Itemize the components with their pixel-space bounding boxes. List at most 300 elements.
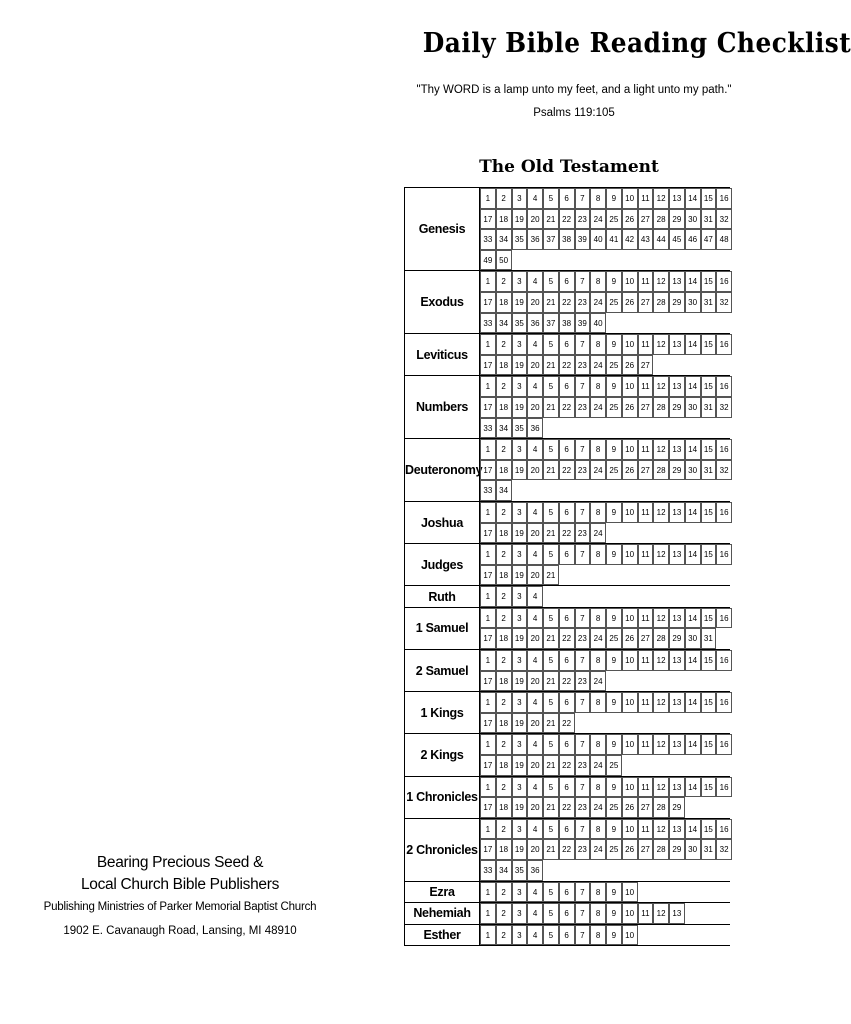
chapter-checkbox[interactable]: 6 xyxy=(559,271,575,292)
chapter-checkbox[interactable]: 8 xyxy=(590,903,606,924)
chapter-checkbox[interactable]: 48 xyxy=(716,229,732,250)
chapter-checkbox[interactable]: 17 xyxy=(480,797,496,818)
chapter-checkbox[interactable]: 3 xyxy=(512,502,528,523)
chapter-checkbox[interactable]: 12 xyxy=(653,334,669,355)
chapter-checkbox[interactable]: 2 xyxy=(496,608,512,629)
chapter-checkbox[interactable]: 26 xyxy=(622,839,638,860)
chapter-checkbox[interactable]: 34 xyxy=(496,229,512,250)
chapter-checkbox[interactable]: 28 xyxy=(653,797,669,818)
chapter-checkbox[interactable]: 8 xyxy=(590,608,606,629)
chapter-checkbox[interactable]: 13 xyxy=(669,608,685,629)
chapter-checkbox[interactable]: 31 xyxy=(701,628,717,649)
chapter-checkbox[interactable]: 35 xyxy=(512,229,528,250)
chapter-checkbox[interactable]: 18 xyxy=(496,797,512,818)
chapter-checkbox[interactable]: 5 xyxy=(543,439,559,460)
chapter-checkbox[interactable]: 19 xyxy=(512,209,528,230)
chapter-checkbox[interactable]: 14 xyxy=(685,439,701,460)
chapter-checkbox[interactable]: 35 xyxy=(512,860,528,881)
chapter-checkbox[interactable]: 41 xyxy=(606,229,622,250)
chapter-checkbox[interactable]: 13 xyxy=(669,819,685,840)
chapter-checkbox[interactable]: 19 xyxy=(512,355,528,376)
chapter-checkbox[interactable]: 4 xyxy=(527,692,543,713)
chapter-checkbox[interactable]: 26 xyxy=(622,397,638,418)
chapter-checkbox[interactable]: 7 xyxy=(575,271,591,292)
chapter-checkbox[interactable]: 10 xyxy=(622,777,638,798)
chapter-checkbox[interactable]: 9 xyxy=(606,925,622,946)
chapter-checkbox[interactable]: 8 xyxy=(590,692,606,713)
chapter-checkbox[interactable]: 4 xyxy=(527,376,543,397)
chapter-checkbox[interactable]: 25 xyxy=(606,797,622,818)
chapter-checkbox[interactable]: 5 xyxy=(543,903,559,924)
chapter-checkbox[interactable]: 18 xyxy=(496,839,512,860)
chapter-checkbox[interactable]: 5 xyxy=(543,925,559,946)
chapter-checkbox[interactable]: 33 xyxy=(480,229,496,250)
chapter-checkbox[interactable]: 10 xyxy=(622,882,638,903)
chapter-checkbox[interactable]: 6 xyxy=(559,650,575,671)
chapter-checkbox[interactable]: 1 xyxy=(480,777,496,798)
chapter-checkbox[interactable]: 24 xyxy=(590,209,606,230)
chapter-checkbox[interactable]: 32 xyxy=(716,209,732,230)
chapter-checkbox[interactable]: 18 xyxy=(496,292,512,313)
chapter-checkbox[interactable]: 34 xyxy=(496,860,512,881)
chapter-checkbox[interactable]: 13 xyxy=(669,271,685,292)
chapter-checkbox[interactable]: 25 xyxy=(606,397,622,418)
chapter-checkbox[interactable]: 15 xyxy=(701,271,717,292)
chapter-checkbox[interactable]: 18 xyxy=(496,565,512,586)
chapter-checkbox[interactable]: 16 xyxy=(716,777,732,798)
chapter-checkbox[interactable]: 37 xyxy=(543,313,559,334)
chapter-checkbox[interactable]: 3 xyxy=(512,334,528,355)
chapter-checkbox[interactable]: 33 xyxy=(480,313,496,334)
chapter-checkbox[interactable]: 21 xyxy=(543,397,559,418)
chapter-checkbox[interactable]: 13 xyxy=(669,439,685,460)
chapter-checkbox[interactable]: 9 xyxy=(606,271,622,292)
chapter-checkbox[interactable]: 20 xyxy=(527,839,543,860)
chapter-checkbox[interactable]: 14 xyxy=(685,376,701,397)
chapter-checkbox[interactable]: 23 xyxy=(575,628,591,649)
chapter-checkbox[interactable]: 20 xyxy=(527,397,543,418)
chapter-checkbox[interactable]: 18 xyxy=(496,713,512,734)
chapter-checkbox[interactable]: 14 xyxy=(685,271,701,292)
chapter-checkbox[interactable]: 17 xyxy=(480,671,496,692)
chapter-checkbox[interactable]: 5 xyxy=(543,502,559,523)
chapter-checkbox[interactable]: 20 xyxy=(527,209,543,230)
chapter-checkbox[interactable]: 39 xyxy=(575,313,591,334)
chapter-checkbox[interactable]: 29 xyxy=(669,797,685,818)
chapter-checkbox[interactable]: 26 xyxy=(622,797,638,818)
chapter-checkbox[interactable]: 14 xyxy=(685,608,701,629)
chapter-checkbox[interactable]: 12 xyxy=(653,734,669,755)
chapter-checkbox[interactable]: 22 xyxy=(559,671,575,692)
chapter-checkbox[interactable]: 23 xyxy=(575,523,591,544)
chapter-checkbox[interactable]: 12 xyxy=(653,544,669,565)
chapter-checkbox[interactable]: 15 xyxy=(701,734,717,755)
chapter-checkbox[interactable]: 5 xyxy=(543,650,559,671)
chapter-checkbox[interactable]: 2 xyxy=(496,777,512,798)
chapter-checkbox[interactable]: 17 xyxy=(480,755,496,776)
chapter-checkbox[interactable]: 25 xyxy=(606,292,622,313)
chapter-checkbox[interactable]: 28 xyxy=(653,460,669,481)
chapter-checkbox[interactable]: 50 xyxy=(496,250,512,271)
chapter-checkbox[interactable]: 24 xyxy=(590,355,606,376)
chapter-checkbox[interactable]: 8 xyxy=(590,502,606,523)
chapter-checkbox[interactable]: 16 xyxy=(716,544,732,565)
chapter-checkbox[interactable]: 24 xyxy=(590,628,606,649)
chapter-checkbox[interactable]: 27 xyxy=(638,209,654,230)
chapter-checkbox[interactable]: 7 xyxy=(575,544,591,565)
chapter-checkbox[interactable]: 1 xyxy=(480,903,496,924)
chapter-checkbox[interactable]: 27 xyxy=(638,397,654,418)
chapter-checkbox[interactable]: 20 xyxy=(527,523,543,544)
chapter-checkbox[interactable]: 15 xyxy=(701,502,717,523)
chapter-checkbox[interactable]: 8 xyxy=(590,376,606,397)
chapter-checkbox[interactable]: 7 xyxy=(575,376,591,397)
chapter-checkbox[interactable]: 7 xyxy=(575,777,591,798)
chapter-checkbox[interactable]: 8 xyxy=(590,188,606,209)
chapter-checkbox[interactable]: 34 xyxy=(496,418,512,439)
chapter-checkbox[interactable]: 6 xyxy=(559,544,575,565)
chapter-checkbox[interactable]: 3 xyxy=(512,271,528,292)
chapter-checkbox[interactable]: 29 xyxy=(669,292,685,313)
chapter-checkbox[interactable]: 21 xyxy=(543,209,559,230)
chapter-checkbox[interactable]: 1 xyxy=(480,439,496,460)
chapter-checkbox[interactable]: 6 xyxy=(559,439,575,460)
chapter-checkbox[interactable]: 23 xyxy=(575,671,591,692)
chapter-checkbox[interactable]: 30 xyxy=(685,397,701,418)
chapter-checkbox[interactable]: 15 xyxy=(701,650,717,671)
chapter-checkbox[interactable]: 22 xyxy=(559,713,575,734)
chapter-checkbox[interactable]: 10 xyxy=(622,334,638,355)
chapter-checkbox[interactable]: 15 xyxy=(701,608,717,629)
chapter-checkbox[interactable]: 12 xyxy=(653,903,669,924)
chapter-checkbox[interactable]: 9 xyxy=(606,734,622,755)
chapter-checkbox[interactable]: 17 xyxy=(480,565,496,586)
chapter-checkbox[interactable]: 13 xyxy=(669,376,685,397)
chapter-checkbox[interactable]: 9 xyxy=(606,692,622,713)
chapter-checkbox[interactable]: 8 xyxy=(590,650,606,671)
chapter-checkbox[interactable]: 2 xyxy=(496,692,512,713)
chapter-checkbox[interactable]: 8 xyxy=(590,734,606,755)
chapter-checkbox[interactable]: 21 xyxy=(543,713,559,734)
chapter-checkbox[interactable]: 2 xyxy=(496,502,512,523)
chapter-checkbox[interactable]: 11 xyxy=(638,334,654,355)
chapter-checkbox[interactable]: 17 xyxy=(480,292,496,313)
chapter-checkbox[interactable]: 3 xyxy=(512,882,528,903)
chapter-checkbox[interactable]: 28 xyxy=(653,292,669,313)
chapter-checkbox[interactable]: 15 xyxy=(701,819,717,840)
chapter-checkbox[interactable]: 1 xyxy=(480,692,496,713)
chapter-checkbox[interactable]: 19 xyxy=(512,397,528,418)
chapter-checkbox[interactable]: 49 xyxy=(480,250,496,271)
chapter-checkbox[interactable]: 29 xyxy=(669,209,685,230)
chapter-checkbox[interactable]: 26 xyxy=(622,628,638,649)
chapter-checkbox[interactable]: 19 xyxy=(512,523,528,544)
chapter-checkbox[interactable]: 4 xyxy=(527,188,543,209)
chapter-checkbox[interactable]: 25 xyxy=(606,628,622,649)
chapter-checkbox[interactable]: 12 xyxy=(653,650,669,671)
chapter-checkbox[interactable]: 46 xyxy=(685,229,701,250)
chapter-checkbox[interactable]: 16 xyxy=(716,334,732,355)
chapter-checkbox[interactable]: 13 xyxy=(669,650,685,671)
chapter-checkbox[interactable]: 4 xyxy=(527,334,543,355)
chapter-checkbox[interactable]: 42 xyxy=(622,229,638,250)
chapter-checkbox[interactable]: 2 xyxy=(496,334,512,355)
chapter-checkbox[interactable]: 3 xyxy=(512,439,528,460)
chapter-checkbox[interactable]: 16 xyxy=(716,188,732,209)
chapter-checkbox[interactable]: 3 xyxy=(512,777,528,798)
chapter-checkbox[interactable]: 22 xyxy=(559,209,575,230)
chapter-checkbox[interactable]: 1 xyxy=(480,544,496,565)
chapter-checkbox[interactable]: 22 xyxy=(559,628,575,649)
chapter-checkbox[interactable]: 15 xyxy=(701,439,717,460)
chapter-checkbox[interactable]: 9 xyxy=(606,903,622,924)
chapter-checkbox[interactable]: 26 xyxy=(622,355,638,376)
chapter-checkbox[interactable]: 29 xyxy=(669,397,685,418)
chapter-checkbox[interactable]: 5 xyxy=(543,376,559,397)
chapter-checkbox[interactable]: 36 xyxy=(527,313,543,334)
chapter-checkbox[interactable]: 22 xyxy=(559,755,575,776)
chapter-checkbox[interactable]: 16 xyxy=(716,608,732,629)
chapter-checkbox[interactable]: 3 xyxy=(512,819,528,840)
chapter-checkbox[interactable]: 8 xyxy=(590,882,606,903)
chapter-checkbox[interactable]: 9 xyxy=(606,376,622,397)
chapter-checkbox[interactable]: 7 xyxy=(575,502,591,523)
chapter-checkbox[interactable]: 12 xyxy=(653,819,669,840)
chapter-checkbox[interactable]: 31 xyxy=(701,839,717,860)
chapter-checkbox[interactable]: 7 xyxy=(575,608,591,629)
chapter-checkbox[interactable]: 10 xyxy=(622,734,638,755)
chapter-checkbox[interactable]: 3 xyxy=(512,544,528,565)
chapter-checkbox[interactable]: 1 xyxy=(480,819,496,840)
chapter-checkbox[interactable]: 3 xyxy=(512,925,528,946)
chapter-checkbox[interactable]: 16 xyxy=(716,692,732,713)
chapter-checkbox[interactable]: 26 xyxy=(622,292,638,313)
chapter-checkbox[interactable]: 24 xyxy=(590,797,606,818)
chapter-checkbox[interactable]: 5 xyxy=(543,734,559,755)
chapter-checkbox[interactable]: 4 xyxy=(527,734,543,755)
chapter-checkbox[interactable]: 18 xyxy=(496,397,512,418)
chapter-checkbox[interactable]: 32 xyxy=(716,397,732,418)
chapter-checkbox[interactable]: 9 xyxy=(606,819,622,840)
chapter-checkbox[interactable]: 28 xyxy=(653,209,669,230)
chapter-checkbox[interactable]: 19 xyxy=(512,797,528,818)
chapter-checkbox[interactable]: 22 xyxy=(559,839,575,860)
chapter-checkbox[interactable]: 6 xyxy=(559,925,575,946)
chapter-checkbox[interactable]: 4 xyxy=(527,650,543,671)
chapter-checkbox[interactable]: 5 xyxy=(543,692,559,713)
chapter-checkbox[interactable]: 30 xyxy=(685,209,701,230)
chapter-checkbox[interactable]: 19 xyxy=(512,628,528,649)
chapter-checkbox[interactable]: 8 xyxy=(590,334,606,355)
chapter-checkbox[interactable]: 14 xyxy=(685,544,701,565)
chapter-checkbox[interactable]: 11 xyxy=(638,271,654,292)
chapter-checkbox[interactable]: 29 xyxy=(669,460,685,481)
chapter-checkbox[interactable]: 17 xyxy=(480,209,496,230)
chapter-checkbox[interactable]: 2 xyxy=(496,650,512,671)
chapter-checkbox[interactable]: 6 xyxy=(559,502,575,523)
chapter-checkbox[interactable]: 31 xyxy=(701,397,717,418)
chapter-checkbox[interactable]: 4 xyxy=(527,502,543,523)
chapter-checkbox[interactable]: 20 xyxy=(527,355,543,376)
chapter-checkbox[interactable]: 4 xyxy=(527,925,543,946)
chapter-checkbox[interactable]: 37 xyxy=(543,229,559,250)
chapter-checkbox[interactable]: 2 xyxy=(496,271,512,292)
chapter-checkbox[interactable]: 30 xyxy=(685,292,701,313)
chapter-checkbox[interactable]: 3 xyxy=(512,188,528,209)
chapter-checkbox[interactable]: 23 xyxy=(575,839,591,860)
chapter-checkbox[interactable]: 8 xyxy=(590,271,606,292)
chapter-checkbox[interactable]: 19 xyxy=(512,671,528,692)
chapter-checkbox[interactable]: 20 xyxy=(527,671,543,692)
chapter-checkbox[interactable]: 14 xyxy=(685,777,701,798)
chapter-checkbox[interactable]: 7 xyxy=(575,903,591,924)
chapter-checkbox[interactable]: 22 xyxy=(559,355,575,376)
chapter-checkbox[interactable]: 7 xyxy=(575,819,591,840)
chapter-checkbox[interactable]: 16 xyxy=(716,734,732,755)
chapter-checkbox[interactable]: 14 xyxy=(685,502,701,523)
chapter-checkbox[interactable]: 19 xyxy=(512,565,528,586)
chapter-checkbox[interactable]: 19 xyxy=(512,292,528,313)
chapter-checkbox[interactable]: 30 xyxy=(685,839,701,860)
chapter-checkbox[interactable]: 11 xyxy=(638,439,654,460)
chapter-checkbox[interactable]: 9 xyxy=(606,188,622,209)
chapter-checkbox[interactable]: 18 xyxy=(496,209,512,230)
chapter-checkbox[interactable]: 14 xyxy=(685,692,701,713)
chapter-checkbox[interactable]: 21 xyxy=(543,565,559,586)
chapter-checkbox[interactable]: 21 xyxy=(543,292,559,313)
chapter-checkbox[interactable]: 4 xyxy=(527,271,543,292)
chapter-checkbox[interactable]: 6 xyxy=(559,819,575,840)
chapter-checkbox[interactable]: 7 xyxy=(575,188,591,209)
chapter-checkbox[interactable]: 13 xyxy=(669,334,685,355)
chapter-checkbox[interactable]: 21 xyxy=(543,755,559,776)
chapter-checkbox[interactable]: 15 xyxy=(701,376,717,397)
chapter-checkbox[interactable]: 27 xyxy=(638,355,654,376)
chapter-checkbox[interactable]: 28 xyxy=(653,397,669,418)
chapter-checkbox[interactable]: 19 xyxy=(512,839,528,860)
chapter-checkbox[interactable]: 7 xyxy=(575,334,591,355)
chapter-checkbox[interactable]: 13 xyxy=(669,188,685,209)
chapter-checkbox[interactable]: 22 xyxy=(559,460,575,481)
chapter-checkbox[interactable]: 25 xyxy=(606,209,622,230)
chapter-checkbox[interactable]: 3 xyxy=(512,608,528,629)
chapter-checkbox[interactable]: 25 xyxy=(606,460,622,481)
chapter-checkbox[interactable]: 1 xyxy=(480,271,496,292)
chapter-checkbox[interactable]: 1 xyxy=(480,502,496,523)
chapter-checkbox[interactable]: 16 xyxy=(716,819,732,840)
chapter-checkbox[interactable]: 16 xyxy=(716,439,732,460)
chapter-checkbox[interactable]: 7 xyxy=(575,439,591,460)
chapter-checkbox[interactable]: 26 xyxy=(622,209,638,230)
chapter-checkbox[interactable]: 5 xyxy=(543,334,559,355)
chapter-checkbox[interactable]: 2 xyxy=(496,439,512,460)
chapter-checkbox[interactable]: 24 xyxy=(590,397,606,418)
chapter-checkbox[interactable]: 9 xyxy=(606,544,622,565)
chapter-checkbox[interactable]: 26 xyxy=(622,460,638,481)
chapter-checkbox[interactable]: 11 xyxy=(638,502,654,523)
chapter-checkbox[interactable]: 36 xyxy=(527,860,543,881)
chapter-checkbox[interactable]: 2 xyxy=(496,925,512,946)
chapter-checkbox[interactable]: 9 xyxy=(606,777,622,798)
chapter-checkbox[interactable]: 7 xyxy=(575,692,591,713)
chapter-checkbox[interactable]: 15 xyxy=(701,544,717,565)
chapter-checkbox[interactable]: 3 xyxy=(512,692,528,713)
chapter-checkbox[interactable]: 30 xyxy=(685,628,701,649)
chapter-checkbox[interactable]: 18 xyxy=(496,460,512,481)
chapter-checkbox[interactable]: 35 xyxy=(512,313,528,334)
chapter-checkbox[interactable]: 31 xyxy=(701,460,717,481)
chapter-checkbox[interactable]: 1 xyxy=(480,376,496,397)
chapter-checkbox[interactable]: 11 xyxy=(638,692,654,713)
chapter-checkbox[interactable]: 35 xyxy=(512,418,528,439)
chapter-checkbox[interactable]: 25 xyxy=(606,355,622,376)
chapter-checkbox[interactable]: 12 xyxy=(653,439,669,460)
chapter-checkbox[interactable]: 8 xyxy=(590,544,606,565)
chapter-checkbox[interactable]: 1 xyxy=(480,334,496,355)
chapter-checkbox[interactable]: 6 xyxy=(559,608,575,629)
chapter-checkbox[interactable]: 21 xyxy=(543,671,559,692)
chapter-checkbox[interactable]: 10 xyxy=(622,608,638,629)
chapter-checkbox[interactable]: 5 xyxy=(543,819,559,840)
chapter-checkbox[interactable]: 28 xyxy=(653,628,669,649)
chapter-checkbox[interactable]: 8 xyxy=(590,925,606,946)
chapter-checkbox[interactable]: 10 xyxy=(622,188,638,209)
chapter-checkbox[interactable]: 24 xyxy=(590,460,606,481)
chapter-checkbox[interactable]: 6 xyxy=(559,882,575,903)
chapter-checkbox[interactable]: 20 xyxy=(527,292,543,313)
chapter-checkbox[interactable]: 15 xyxy=(701,188,717,209)
chapter-checkbox[interactable]: 22 xyxy=(559,797,575,818)
chapter-checkbox[interactable]: 3 xyxy=(512,376,528,397)
chapter-checkbox[interactable]: 4 xyxy=(527,608,543,629)
chapter-checkbox[interactable]: 22 xyxy=(559,397,575,418)
chapter-checkbox[interactable]: 9 xyxy=(606,608,622,629)
chapter-checkbox[interactable]: 27 xyxy=(638,797,654,818)
chapter-checkbox[interactable]: 12 xyxy=(653,271,669,292)
chapter-checkbox[interactable]: 11 xyxy=(638,650,654,671)
chapter-checkbox[interactable]: 4 xyxy=(527,439,543,460)
chapter-checkbox[interactable]: 5 xyxy=(543,777,559,798)
chapter-checkbox[interactable]: 4 xyxy=(527,544,543,565)
chapter-checkbox[interactable]: 1 xyxy=(480,608,496,629)
chapter-checkbox[interactable]: 19 xyxy=(512,713,528,734)
chapter-checkbox[interactable]: 20 xyxy=(527,713,543,734)
chapter-checkbox[interactable]: 24 xyxy=(590,292,606,313)
chapter-checkbox[interactable]: 4 xyxy=(527,882,543,903)
chapter-checkbox[interactable]: 22 xyxy=(559,523,575,544)
chapter-checkbox[interactable]: 36 xyxy=(527,418,543,439)
chapter-checkbox[interactable]: 5 xyxy=(543,608,559,629)
chapter-checkbox[interactable]: 21 xyxy=(543,355,559,376)
chapter-checkbox[interactable]: 36 xyxy=(527,229,543,250)
chapter-checkbox[interactable]: 6 xyxy=(559,188,575,209)
chapter-checkbox[interactable]: 20 xyxy=(527,755,543,776)
chapter-checkbox[interactable]: 2 xyxy=(496,903,512,924)
chapter-checkbox[interactable]: 4 xyxy=(527,586,543,607)
chapter-checkbox[interactable]: 18 xyxy=(496,628,512,649)
chapter-checkbox[interactable]: 10 xyxy=(622,439,638,460)
chapter-checkbox[interactable]: 6 xyxy=(559,334,575,355)
chapter-checkbox[interactable]: 1 xyxy=(480,650,496,671)
chapter-checkbox[interactable]: 10 xyxy=(622,650,638,671)
chapter-checkbox[interactable]: 27 xyxy=(638,839,654,860)
chapter-checkbox[interactable]: 12 xyxy=(653,777,669,798)
chapter-checkbox[interactable]: 40 xyxy=(590,229,606,250)
chapter-checkbox[interactable]: 9 xyxy=(606,650,622,671)
chapter-checkbox[interactable]: 17 xyxy=(480,713,496,734)
chapter-checkbox[interactable]: 22 xyxy=(559,292,575,313)
chapter-checkbox[interactable]: 32 xyxy=(716,292,732,313)
